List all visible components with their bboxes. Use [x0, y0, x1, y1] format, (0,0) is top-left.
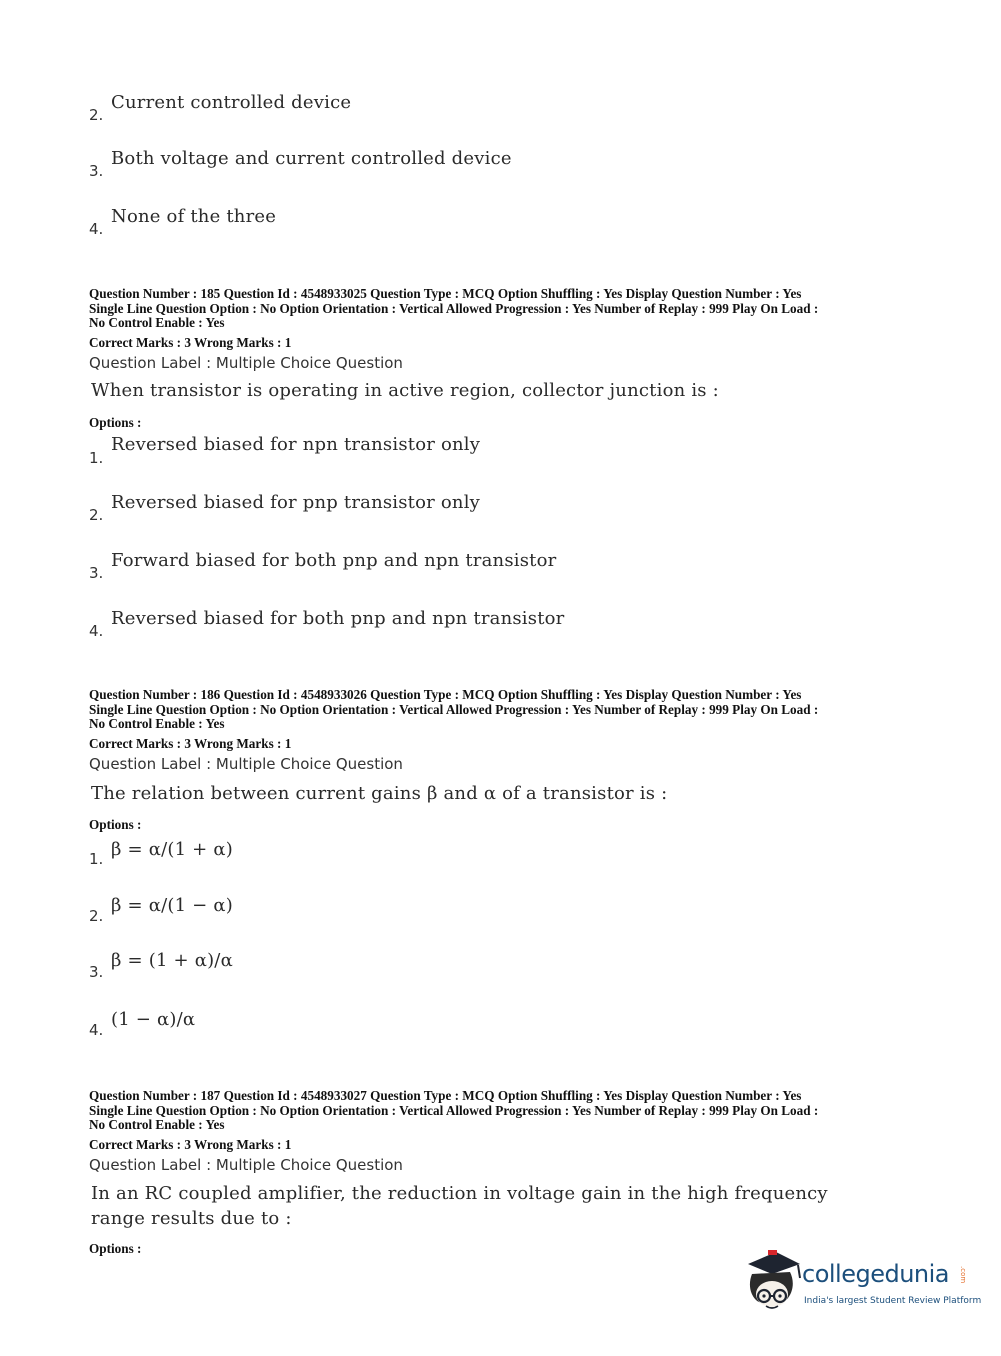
option-number: 2. [89, 106, 104, 124]
question-187-meta [89, 1089, 919, 1133]
meta-line: No Control Enable : Yes [89, 1117, 225, 1133]
brand-tagline: India's largest Student Review Platform [804, 1296, 982, 1306]
meta-line: Question Number : 186 Question Id : 4548933026 Question Type : MCQ Option Shuffling : Yes Display Question Number : Yes [89, 687, 802, 702]
brand-suffix: .com [959, 1266, 967, 1284]
question-186-text: The relation between current gains β and α of a transistor is : [91, 783, 668, 804]
option-text: Current controlled device [111, 92, 352, 113]
option-number: 1. [89, 449, 104, 467]
option-number: 3. [89, 963, 104, 981]
option-number: 2. [89, 907, 104, 925]
question-185-options-label: Options : [89, 415, 142, 430]
question-187-options-label: Options : [89, 1241, 142, 1256]
option-text: Forward biased for both pnp and npn transistor [111, 550, 557, 571]
collegedunia-logo [742, 1250, 982, 1320]
question-186-meta [89, 688, 919, 732]
option-number: 4. [89, 1021, 104, 1039]
question-186-label: Question Label : Multiple Choice Question [89, 755, 403, 773]
question-text-line: In an RC coupled amplifier, the reduction in voltage gain in the high frequency [91, 1183, 828, 1204]
option-number: 4. [89, 220, 104, 238]
option-number: 2. [89, 506, 104, 524]
question-185-marks: Correct Marks : 3 Wrong Marks : 1 [89, 335, 292, 350]
meta-line: No Control Enable : Yes [89, 716, 225, 732]
question-186-options-label: Options : [89, 817, 142, 832]
option-number: 1. [89, 850, 104, 868]
option-text: (1 − α)/α [111, 1009, 196, 1030]
option-text: None of the three [111, 206, 277, 227]
question-187-label: Question Label : Multiple Choice Question [89, 1156, 403, 1174]
option-text: Both voltage and current controlled device [111, 148, 512, 169]
question-text-line: range results due to : [91, 1208, 292, 1229]
question-185-label: Question Label : Multiple Choice Question [89, 354, 403, 372]
brand-name: collegedunia [802, 1260, 950, 1288]
option-text: Reversed biased for both pnp and npn transistor [111, 608, 565, 629]
question-186-marks: Correct Marks : 3 Wrong Marks : 1 [89, 736, 292, 751]
option-text: Reversed biased for npn transistor only [111, 434, 481, 455]
meta-line: Single Line Question Option : No Option Orientation : Vertical Allowed Progression : Yes Number of Replay : 999 Play On Load : [89, 300, 819, 316]
meta-line: Single Line Question Option : No Option Orientation : Vertical Allowed Progression : Yes Number of Replay : 999 Play On Load : [89, 1102, 819, 1118]
option-text: β = (1 + α)/α [111, 950, 233, 971]
option-text: β = α/(1 − α) [111, 895, 233, 916]
meta-line: Single Line Question Option : No Option Orientation : Vertical Allowed Progression : Yes Number of Replay : 999 Play On Load : [89, 701, 819, 717]
meta-line: No Control Enable : Yes [89, 315, 225, 331]
option-text: Reversed biased for pnp transistor only [111, 492, 481, 513]
question-187-text [91, 1181, 828, 1231]
question-185-text: When transistor is operating in active region, collector junction is : [91, 380, 719, 401]
meta-line: Question Number : 185 Question Id : 4548933025 Question Type : MCQ Option Shuffling : Yes Display Question Number : Yes [89, 286, 802, 301]
question-187-marks: Correct Marks : 3 Wrong Marks : 1 [89, 1137, 292, 1152]
question-185-meta [89, 287, 919, 331]
option-number: 3. [89, 162, 104, 180]
mascot-icon [742, 1250, 804, 1320]
option-text: β = α/(1 + α) [111, 839, 233, 860]
option-number: 3. [89, 564, 104, 582]
meta-line: Question Number : 187 Question Id : 4548933027 Question Type : MCQ Option Shuffling : Yes Display Question Number : Yes [89, 1088, 802, 1103]
option-number: 4. [89, 622, 104, 640]
